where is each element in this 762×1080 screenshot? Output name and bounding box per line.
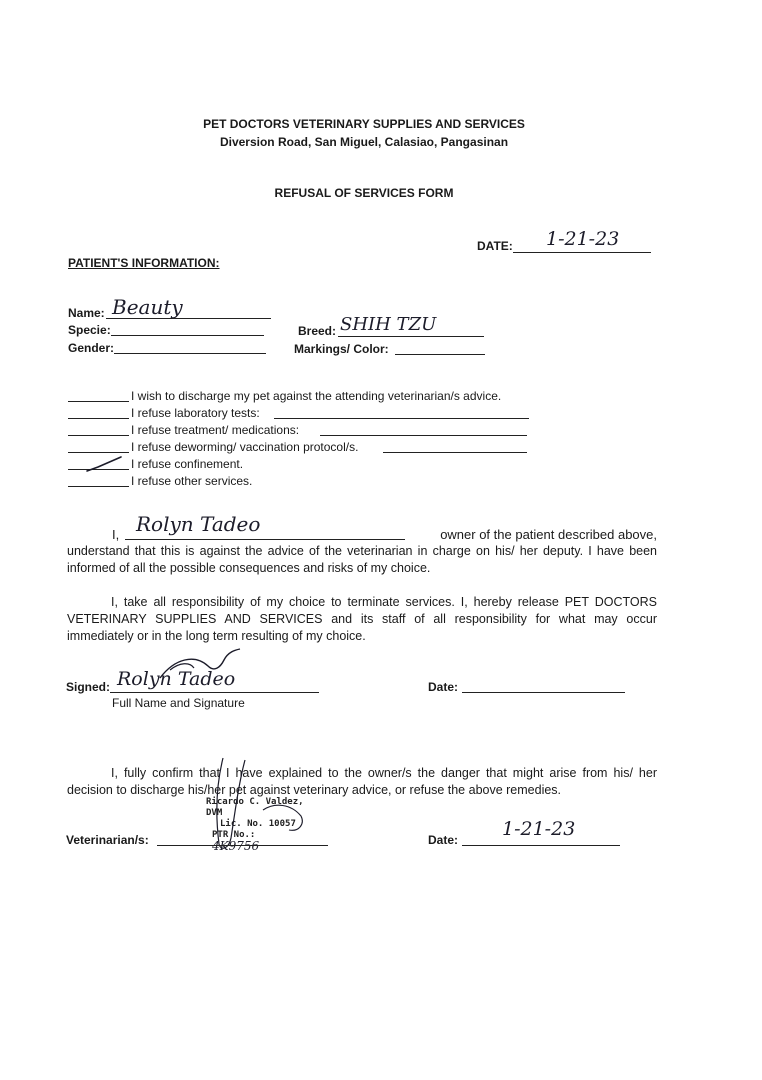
owner-signature-name[interactable]: Rolyn Tadeo — [117, 668, 236, 690]
stamp-ptr-value: 4K9756 — [212, 839, 260, 853]
specie-label: Specie: — [68, 323, 111, 337]
option-row — [68, 389, 538, 406]
gender-line[interactable] — [114, 353, 266, 354]
option-text: I wish to discharge my pet against the attending veterinarian/s advice. — [131, 389, 502, 403]
owner-date-label: Date: — [428, 680, 459, 694]
statement-prefix: I, — [112, 527, 120, 542]
lab-tests-line[interactable] — [274, 418, 529, 419]
markings-line[interactable] — [395, 354, 485, 355]
name-value[interactable]: Beauty — [112, 295, 183, 319]
option-check-line[interactable] — [68, 452, 129, 453]
option-check-line[interactable] — [68, 418, 129, 419]
top-date-line — [513, 252, 651, 253]
company-name: PET DOCTORS VETERINARY SUPPLIES AND SERVICES — [203, 117, 525, 131]
option-text: I refuse laboratory tests: — [131, 406, 260, 420]
patient-info-heading: PATIENT'S INFORMATION: — [68, 256, 220, 270]
option-row — [68, 440, 538, 457]
option-row — [68, 474, 538, 491]
breed-line — [338, 336, 484, 337]
owner-name-line — [125, 539, 405, 540]
top-date-label: DATE: — [477, 239, 513, 253]
gender-label: Gender: — [68, 341, 115, 355]
option-text: I refuse deworming/ vaccination protocol/s. — [131, 440, 359, 454]
check-mark-icon — [84, 455, 124, 473]
stamp-name: Ricardo C. Valdez, DVM — [206, 797, 304, 818]
release-paragraph: I, take all responsibility of my choice to terminate services. I, hereby release PET DOCTORS VETERINARY SUPPLIES AND SERVICES and its staff of all responsibility for what may occur immediately or in the long term resulting of my choice. — [67, 595, 657, 643]
treatment-line[interactable] — [320, 435, 527, 436]
option-check-line[interactable] — [68, 486, 129, 487]
option-row — [68, 406, 538, 423]
breed-value[interactable]: SHIH TZU — [340, 314, 437, 335]
stamp-ptr-label: PTR No.: — [212, 830, 256, 840]
veterinarian-line[interactable] — [157, 845, 328, 846]
option-text: I refuse treatment/ medications: — [131, 423, 300, 437]
statement-text: understand that this is against the advice of the veterinarian in charge on his/ her deputy. I have been informed of all the possible consequences and risks of my choice. — [67, 544, 657, 575]
option-check-line[interactable] — [68, 435, 129, 436]
option-check-line[interactable] — [68, 401, 129, 402]
vet-date-value[interactable]: 1-21-23 — [502, 818, 576, 840]
vet-date-label: Date: — [428, 833, 459, 847]
confirm-paragraph: I, fully confirm that I have explained to the owner/s the danger that might arise from his/ her decision to discharge his/her pet against veterinary advice, or refuse the above remedies. — [67, 766, 657, 797]
options-list — [68, 389, 538, 491]
signed-line — [110, 692, 319, 693]
stamp-license: Lic. No. 10057 — [220, 819, 296, 829]
veterinarian-label: Veterinarian/s: — [66, 833, 149, 847]
option-text: I refuse confinement. — [131, 457, 244, 471]
company-address: Diversion Road, San Miguel, Calasiao, Pangasinan — [219, 135, 509, 149]
vet-date-line — [462, 845, 620, 846]
deworming-line[interactable] — [383, 452, 527, 453]
owner-name-value[interactable]: Rolyn Tadeo — [136, 512, 261, 536]
option-row — [68, 423, 538, 440]
specie-line[interactable] — [111, 335, 264, 336]
signed-label: Signed: — [66, 680, 110, 694]
markings-label: Markings/ Color: — [294, 342, 389, 356]
owner-date-line[interactable] — [462, 692, 625, 693]
form-title: REFUSAL OF SERVICES FORM — [274, 186, 454, 200]
vet-signature-scribble — [205, 752, 315, 852]
signature-caption: Full Name and Signature — [112, 696, 245, 710]
statement-line1-suffix: owner of the patient described above, — [440, 527, 657, 542]
option-row — [68, 457, 538, 474]
option-text: I refuse other services. — [131, 474, 253, 488]
top-date-value[interactable]: 1-21-23 — [546, 228, 620, 250]
name-label: Name: — [68, 306, 105, 320]
breed-label: Breed: — [298, 324, 337, 338]
